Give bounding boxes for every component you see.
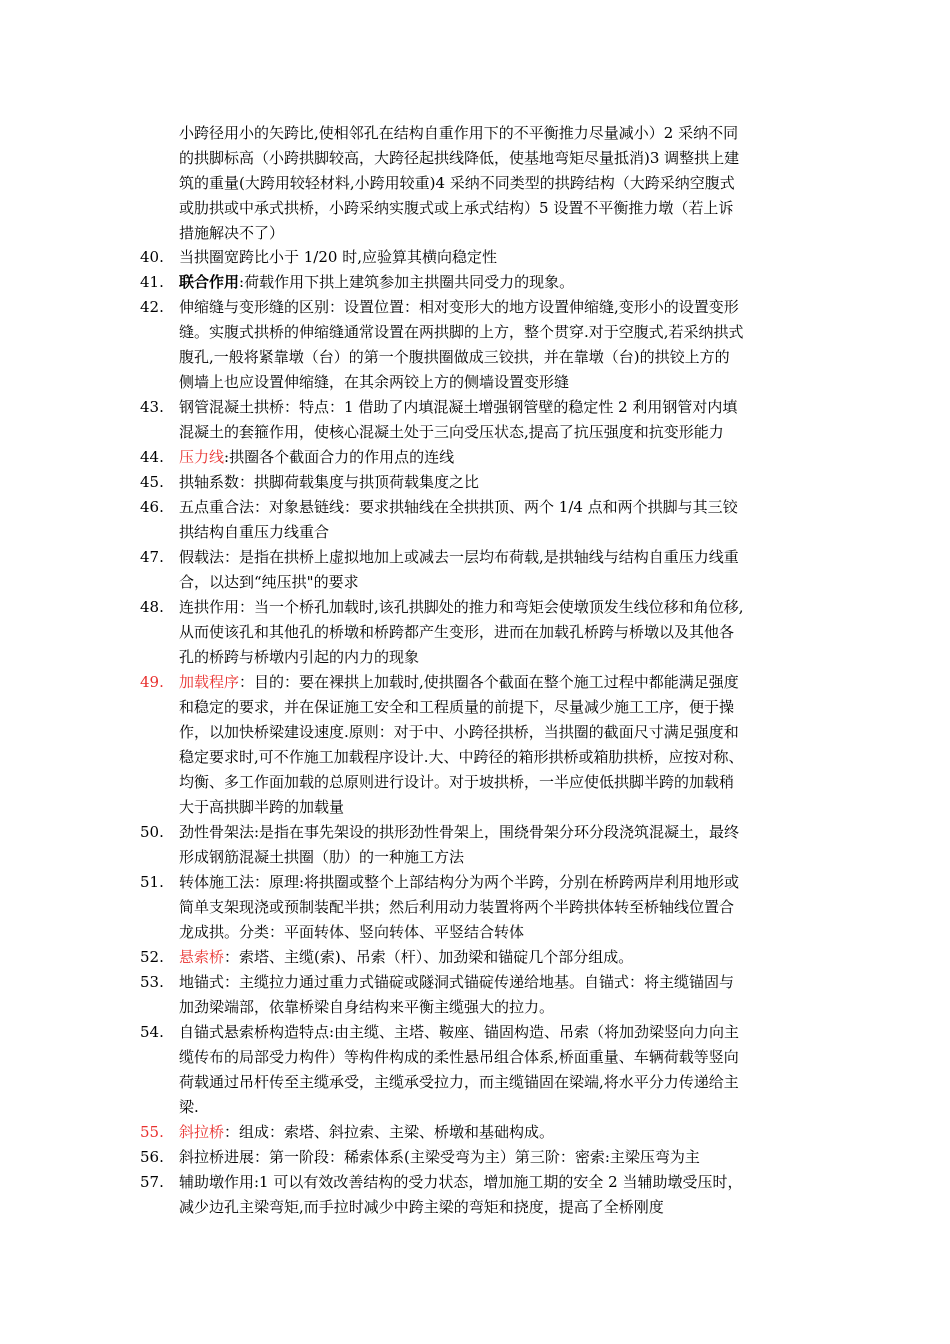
- list-item: [140, 1170, 820, 1220]
- list-item: [140, 470, 820, 495]
- item-line: 和稳定的要求，并在保证施工安全和工程质量的前提下，尽量减少施工工序，便于操: [179, 698, 735, 716]
- item-number: 41.: [140, 273, 164, 291]
- item-line: 混凝土的套箍作用，使核心混凝土处于三向受压状态,提高了抗压强度和抗变形能力: [179, 423, 724, 441]
- item-line: 简单支架现浇或预制装配半拱；然后利用动力装置将两个半跨拱体转至桥轴线位置合: [179, 898, 735, 916]
- item-number: 45.: [140, 473, 164, 491]
- item-line: 合，以达到“纯压拱"的要求: [179, 573, 359, 591]
- item-line: 转体施工法：原理:将拱圈或整个上部结构分为两个半跨，分别在桥跨两岸利用地形或: [179, 873, 740, 891]
- item-number: 46.: [140, 498, 164, 516]
- item-number: 55.: [140, 1123, 164, 1141]
- item-line: 假载法：是指在拱桥上虚拟地加上或减去一层均布荷载,是拱轴线与结构自重压力线重: [179, 548, 739, 566]
- item-number: 57.: [140, 1173, 164, 1191]
- item-line: 辅助墩作用:1 可以有效改善结构的受力状态，增加施工期的安全 2 当辅助墩受压时，: [179, 1173, 743, 1191]
- item-number: 54.: [140, 1023, 164, 1041]
- list-item: [140, 270, 820, 295]
- item-line: 拱轴系数：拱脚荷载集度与拱顶荷载集度之比: [179, 473, 480, 491]
- item-text: :荷载作用下拱上建筑参加主拱圈共同受力的现象。: [239, 273, 575, 291]
- item-number: 53.: [140, 973, 164, 991]
- numbered-list: [140, 245, 820, 1220]
- paragraph-line: 措施解决不了）: [179, 224, 285, 242]
- item-line: 拱结构自重压力线重合: [179, 523, 330, 541]
- item-number: 42.: [140, 298, 164, 316]
- item-number: 52.: [140, 948, 164, 966]
- item-line: [179, 445, 820, 470]
- list-item: [140, 820, 820, 870]
- paragraph-line: 筑的重量(大跨用较轻材料,小跨用较重)4 采纳不同类型的拱跨结构（大跨采纳空腹式: [179, 174, 735, 192]
- list-item: [140, 445, 820, 470]
- item-line: 五点重合法：对象悬链线：要求拱轴线在全拱拱顶、两个 1/4 点和两个拱脚与其三铰: [179, 498, 738, 516]
- item-number: 56.: [140, 1148, 164, 1166]
- item-line: 地锚式：主缆拉力通过重力式锚碇或隧洞式锚碇传递给地基。自锚式：将主缆锚固与: [179, 973, 735, 991]
- item-term: 悬索桥: [179, 948, 225, 966]
- item-line: 稳定要求时,可不作施工加载程序设计.大、中跨径的箱形拱桥或箱肋拱桥，应按对称、: [179, 748, 744, 766]
- item-line: 梁.: [179, 1098, 199, 1116]
- item-text: ：目的：要在裸拱上加载时,使拱圈各个截面在整个施工过程中都能满足强度: [239, 673, 739, 691]
- item-number: 50.: [140, 823, 164, 841]
- item-line: [179, 1120, 820, 1145]
- item-line: 连拱作用：当一个桥孔加载时,该孔拱脚处的推力和弯矩会使墩顶发生线位移和角位移,: [179, 598, 744, 616]
- item-line: 斜拉桥进展：第一阶段：稀索体系(主梁受弯为主）第三阶：密索:主梁压弯为主: [179, 1148, 700, 1166]
- item-line: 荷载通过吊杆传至主缆承受，主缆承受拉力，而主缆锚固在梁端,将水平分力传递给主: [179, 1073, 739, 1091]
- item-line: 伸缩缝与变形缝的区别：设置位置：相对变形大的地方设置伸缩缝,变形小的设置变形: [179, 298, 739, 316]
- item-term: 斜拉桥: [179, 1123, 225, 1141]
- list-item: [140, 545, 820, 595]
- item-line: 加劲梁端部，依靠桥梁自身结构来平衡主缆强大的拉力。: [179, 998, 555, 1016]
- item-line: 腹孔,一般将紧靠墩（台）的第一个腹拱圈做成三铰拱，并在靠墩（台)的拱铰上方的: [179, 348, 730, 366]
- list-item: [140, 1120, 820, 1145]
- item-number: 40.: [140, 248, 164, 266]
- item-line: 当拱圈宽跨比小于 1/20 时,应验算其横向稳定性: [179, 248, 497, 266]
- item-line: 从而使该孔和其他孔的桥墩和桥跨都产生变形，进而在加载孔桥跨与桥墩以及其他各: [179, 623, 735, 641]
- item-text: :拱圈各个截面合力的作用点的连线: [224, 448, 455, 466]
- item-line: [179, 670, 820, 695]
- paragraph-line: 或肋拱或中承式拱桥，小跨采纳实腹式或上承式结构）5 设置不平衡推力墩（若上诉: [179, 199, 734, 217]
- paragraph-line: 小跨径用小的矢跨比,使相邻孔在结构自重作用下的不平衡推力尽量减小）2 采纳不同: [179, 124, 739, 142]
- item-term: 压力线: [179, 448, 225, 466]
- item-line: 减少边孔主梁弯矩,而手拉时减少中跨主梁的弯矩和挠度，提高了全桥刚度: [179, 1198, 664, 1216]
- list-item: [140, 670, 820, 820]
- item-number: 49.: [140, 673, 164, 691]
- item-line: 侧墙上也应设置伸缩缝，在其余两铰上方的侧墙设置变形缝: [179, 373, 570, 391]
- list-item: [140, 395, 820, 445]
- item-text: ：索塔、主缆(索)、吊索（杆）、加劲梁和锚碇几个部分组成。: [224, 948, 634, 966]
- list-item: [140, 295, 820, 395]
- list-item: [140, 870, 820, 945]
- item-number: 48.: [140, 598, 164, 616]
- list-item: [140, 1145, 820, 1170]
- item-line: [179, 270, 820, 295]
- item-line: 均衡、多工作面加载的总原则进行设计。对于坡拱桥，一半应使低拱脚半跨的加载稍: [179, 773, 735, 791]
- list-item: [140, 495, 820, 545]
- list-item: [140, 245, 820, 270]
- item-number: 44.: [140, 448, 164, 466]
- item-line: 形成钢筋混凝土拱圈（肋）的一种施工方法: [179, 848, 465, 866]
- item-term: 联合作用: [179, 273, 240, 291]
- item-line: 缆传布的局部受力构件）等构件构成的柔性悬吊组合体系,桥面重量、车辆荷载等竖向: [179, 1048, 739, 1066]
- paragraph-line: 的拱脚标高（小跨拱脚较高，大跨径起拱线降低，使基地弯矩尽量抵消)3 调整拱上建: [179, 149, 740, 167]
- item-line: [179, 945, 820, 970]
- item-line: 劲性骨架法:是指在事先架设的拱形劲性骨架上，围绕骨架分环分段浇筑混凝土，最终: [179, 823, 740, 841]
- item-line: 自锚式悬索桥构造特点:由主缆、主塔、鞍座、锚固构造、吊索（将加劲梁竖向力向主: [179, 1023, 740, 1041]
- list-item: [140, 945, 820, 970]
- item-number: 51.: [140, 873, 164, 891]
- item-number: 43.: [140, 398, 164, 416]
- item-line: 缝。实腹式拱桥的伸缩缝通常设置在两拱脚的上方，整个贯穿.对于空腹式,若采纳拱式: [179, 323, 744, 341]
- item-line: 大于高拱脚半跨的加载量: [179, 798, 345, 816]
- list-item: [140, 970, 820, 1020]
- item-line: 作，以加快桥梁建设速度.原则：对于中、小跨径拱桥，当拱圈的截面尺寸满足强度和: [179, 723, 739, 741]
- item-number: 47.: [140, 548, 164, 566]
- item-line: 孔的桥跨与桥墩内引起的内力的现象: [179, 648, 420, 666]
- item-line: 龙成拱。分类：平面转体、竖向转体、平竖结合转体: [179, 923, 525, 941]
- list-item: [140, 595, 820, 670]
- continued-paragraph: [179, 121, 810, 246]
- list-item: [140, 1020, 820, 1120]
- item-text: ：组成：索塔、斜拉索、主梁、桥墩和基础构成。: [224, 1123, 555, 1141]
- item-line: 钢管混凝土拱桥：特点：1 借助了内填混凝土增强钢管壁的稳定性 2 利用钢管对内填: [179, 398, 738, 416]
- item-term: 加载程序: [179, 673, 240, 691]
